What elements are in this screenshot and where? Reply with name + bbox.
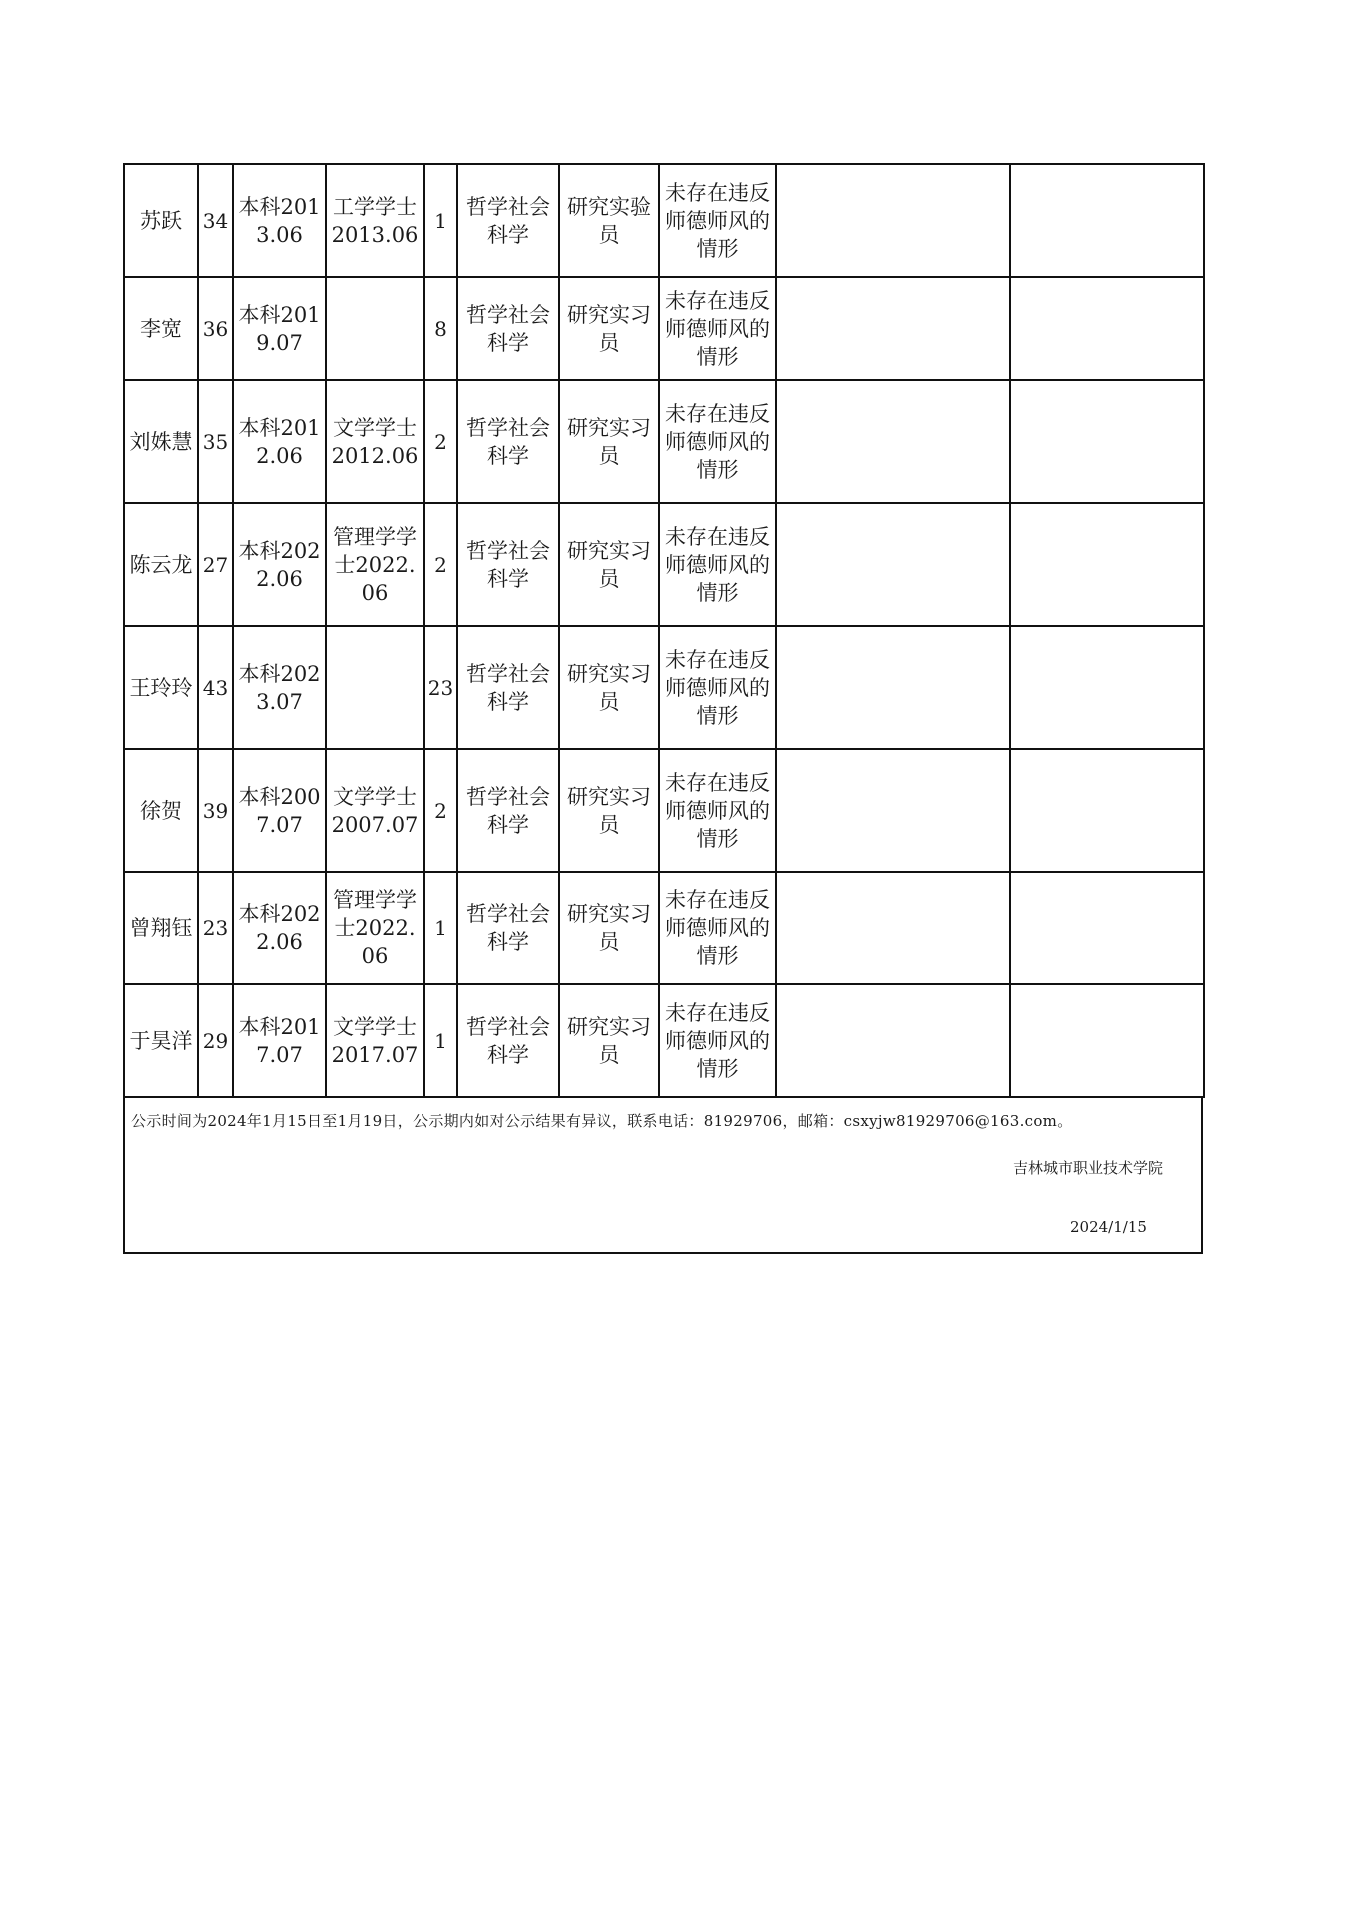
issuing-organization: 吉林城市职业技术学院 <box>1013 1159 1164 1177</box>
table-row <box>124 626 1204 749</box>
cell-name: 于昊洋 <box>124 984 198 1097</box>
table-row <box>124 164 1204 277</box>
cell-name: 徐贺 <box>124 749 198 872</box>
table-row <box>124 277 1204 380</box>
cell-blank <box>776 984 1010 1097</box>
cell-name: 曾翔钰 <box>124 872 198 984</box>
cell-degree: 管理学学士2022.06 <box>326 503 424 626</box>
cell-degree <box>326 277 424 380</box>
cell-blank <box>776 749 1010 872</box>
cell-blank <box>776 503 1010 626</box>
cell-degree: 管理学学士2022.06 <box>326 872 424 984</box>
cell-education: 本科2007.07 <box>233 749 326 872</box>
cell-age: 39 <box>198 749 233 872</box>
cell-ethics: 未存在违反师德师风的情形 <box>659 277 776 380</box>
cell-title: 研究实习员 <box>559 984 659 1097</box>
cell-blank <box>1010 380 1204 503</box>
cell-education: 本科2023.07 <box>233 626 326 749</box>
cell-degree: 文学学士2007.07 <box>326 749 424 872</box>
cell-degree: 文学学士2012.06 <box>326 380 424 503</box>
cell-age: 23 <box>198 872 233 984</box>
cell-blank <box>776 626 1010 749</box>
issue-date: 2024/1/15 <box>1070 1218 1147 1236</box>
cell-field: 哲学社会科学 <box>457 749 559 872</box>
cell-blank <box>1010 984 1204 1097</box>
cell-degree: 文学学士2017.07 <box>326 984 424 1097</box>
cell-age: 27 <box>198 503 233 626</box>
cell-field: 哲学社会科学 <box>457 380 559 503</box>
cell-years: 8 <box>424 277 457 380</box>
cell-education: 本科2012.06 <box>233 380 326 503</box>
cell-title: 研究实验员 <box>559 164 659 277</box>
cell-blank <box>1010 626 1204 749</box>
cell-blank <box>1010 503 1204 626</box>
cell-ethics: 未存在违反师德师风的情形 <box>659 503 776 626</box>
cell-ethics: 未存在违反师德师风的情形 <box>659 164 776 277</box>
cell-age: 36 <box>198 277 233 380</box>
cell-degree: 工学学士2013.06 <box>326 164 424 277</box>
cell-ethics: 未存在违反师德师风的情形 <box>659 984 776 1097</box>
cell-name: 王玲玲 <box>124 626 198 749</box>
cell-years: 2 <box>424 503 457 626</box>
cell-ethics: 未存在违反师德师风的情形 <box>659 749 776 872</box>
cell-blank <box>1010 277 1204 380</box>
cell-blank <box>776 164 1010 277</box>
cell-name: 陈云龙 <box>124 503 198 626</box>
table-row <box>124 984 1204 1097</box>
roster-table <box>123 163 1205 1098</box>
cell-age: 35 <box>198 380 233 503</box>
cell-blank <box>776 380 1010 503</box>
cell-field: 哲学社会科学 <box>457 626 559 749</box>
cell-blank <box>1010 749 1204 872</box>
cell-education: 本科2017.07 <box>233 984 326 1097</box>
cell-blank <box>776 277 1010 380</box>
cell-field: 哲学社会科学 <box>457 164 559 277</box>
cell-years: 1 <box>424 164 457 277</box>
cell-education: 本科2022.06 <box>233 872 326 984</box>
cell-blank <box>776 872 1010 984</box>
cell-age: 34 <box>198 164 233 277</box>
cell-age: 29 <box>198 984 233 1097</box>
cell-blank <box>1010 872 1204 984</box>
cell-name: 苏跃 <box>124 164 198 277</box>
cell-field: 哲学社会科学 <box>457 872 559 984</box>
cell-years: 2 <box>424 380 457 503</box>
cell-years: 2 <box>424 749 457 872</box>
cell-education: 本科2022.06 <box>233 503 326 626</box>
cell-title: 研究实习员 <box>559 380 659 503</box>
cell-field: 哲学社会科学 <box>457 277 559 380</box>
cell-years: 23 <box>424 626 457 749</box>
table-row <box>124 503 1204 626</box>
notice-text: 公示时间为2024年1月15日至1月19日，公示期内如对公示结果有异议，联系电话：81929706，邮箱：csxyjw81929706@163.com。 <box>131 1112 1073 1130</box>
notice-section <box>123 1098 1203 1254</box>
cell-education: 本科2019.07 <box>233 277 326 380</box>
cell-degree <box>326 626 424 749</box>
cell-blank <box>1010 164 1204 277</box>
roster-body <box>124 164 1204 1097</box>
cell-years: 1 <box>424 984 457 1097</box>
cell-title: 研究实习员 <box>559 626 659 749</box>
cell-title: 研究实习员 <box>559 277 659 380</box>
cell-field: 哲学社会科学 <box>457 984 559 1097</box>
cell-education: 本科2013.06 <box>233 164 326 277</box>
table-row <box>124 380 1204 503</box>
cell-title: 研究实习员 <box>559 503 659 626</box>
cell-title: 研究实习员 <box>559 872 659 984</box>
cell-years: 1 <box>424 872 457 984</box>
cell-name: 刘姝慧 <box>124 380 198 503</box>
cell-ethics: 未存在违反师德师风的情形 <box>659 626 776 749</box>
cell-field: 哲学社会科学 <box>457 503 559 626</box>
cell-age: 43 <box>198 626 233 749</box>
cell-ethics: 未存在违反师德师风的情形 <box>659 380 776 503</box>
table-row <box>124 749 1204 872</box>
roster-table-container <box>123 163 1203 1254</box>
table-row <box>124 872 1204 984</box>
cell-ethics: 未存在违反师德师风的情形 <box>659 872 776 984</box>
cell-name: 李宽 <box>124 277 198 380</box>
cell-title: 研究实习员 <box>559 749 659 872</box>
